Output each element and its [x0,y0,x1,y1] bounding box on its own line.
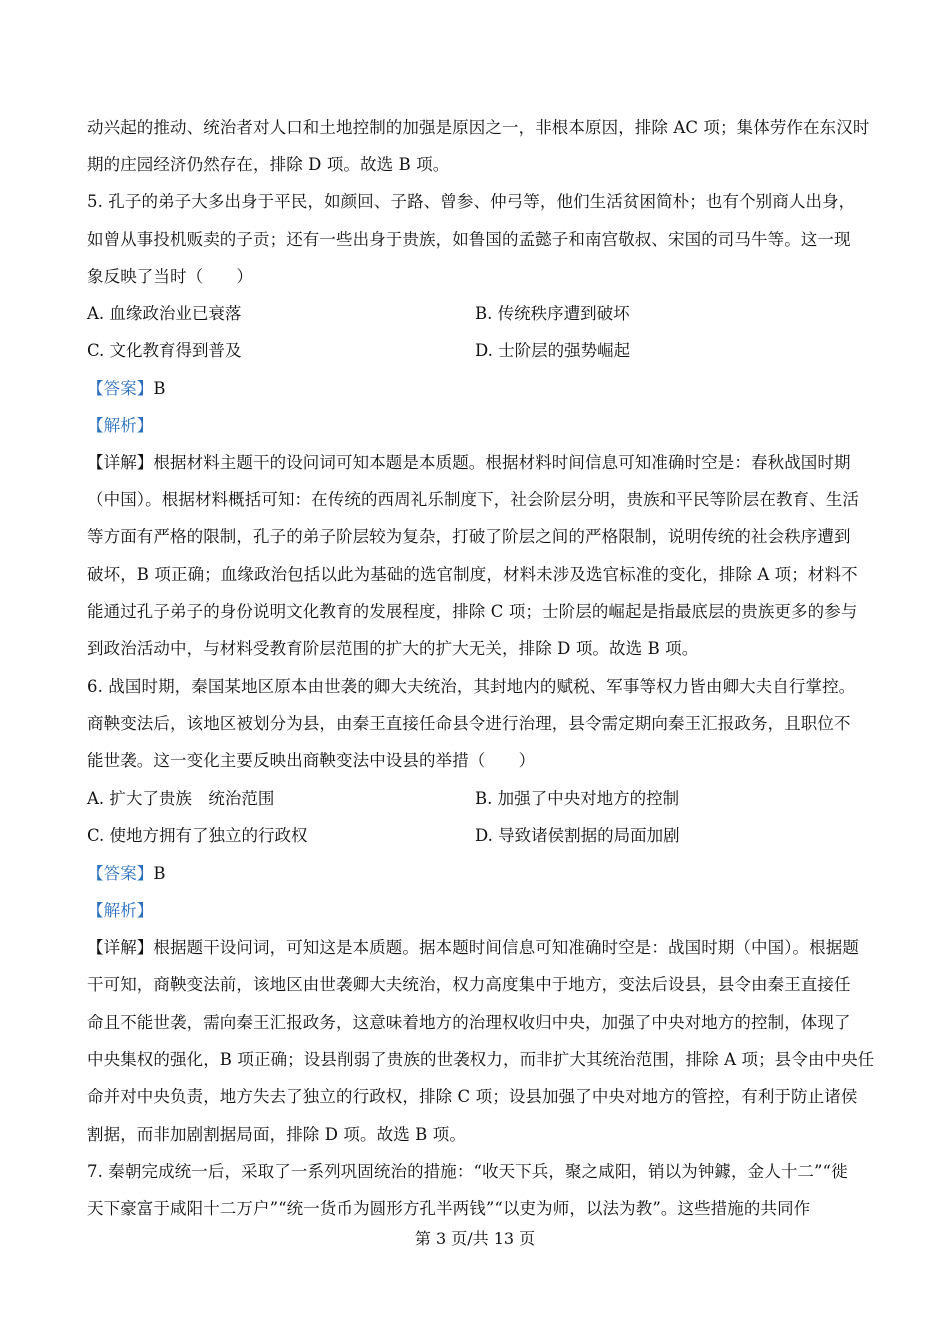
q6-analysis-row [87,899,867,923]
q6-detail-line-4: 中央集权的强化，B 项正确；设县削弱了贵族的世袭权力，而非扩大其统治范围，排除 A 项；县令由中央任 [87,1050,875,1069]
q5-option-b: B. 传统秩序遭到破坏 [475,304,630,323]
q6-detail-text-1: 根据题干设问词，可知这是本质题。据本题时间信息可知准确时空是：战国时期（中国）。根据题 [153,938,859,957]
q6-answer-row [87,862,867,886]
q6-detail-line-6: 割据，而非加剧割据局面，排除 D 项。故选 B 项。 [87,1125,466,1144]
q5-detail-line-2: （中国）。根据材料概括可知：在传统的西周礼乐制度下，社会阶层分明，贵族和平民等阶层在教育、生活 [87,490,859,509]
q5-detail-line-5: 能通过孔子弟子的身份说明文化教育的发展程度，排除 C 项；士阶层的崛起是指最底层的贵族更多的参与 [87,602,858,621]
q7-stem-line-2: 天下豪富于咸阳十二万户”“统一货币为圆形方孔半两钱”“以吏为师，以法为教”。这些措施的共同作 [87,1199,811,1218]
q5-stem-line-2: 如曾从事投机贩卖的子贡；还有一些出身于贵族，如鲁国的孟懿子和南宫敬叔、宋国的司马牛等。这一现 [87,230,851,249]
q5-detail-text-1: 根据材料主题干的设问词可知本题是本质题。根据材料时间信息可知准确时空是：春秋战国时期 [153,453,851,472]
q5-option-a: A. 血缘政治业已衰落 [87,304,242,323]
q5-option-d: D. 士阶层的强势崛起 [475,341,631,360]
q6-detail-line-1 [87,936,867,960]
q5-answer-tag: 【答案】 [87,379,154,398]
q6-analysis-tag: 【解析】 [87,901,154,920]
q5-answer-value: B [153,379,166,398]
q6-stem-line-1: 6. 战国时期，秦国某地区原本由世袭的卿大夫统治，其封地内的赋税、军事等权力皆由卿大夫自行掌控。 [87,677,856,696]
page-footer: 第 3 页/共 13 页 [414,1229,536,1248]
q6-option-c: C. 使地方拥有了独立的行政权 [87,826,308,845]
q6-detail-line-5: 命并对中央负责，地方失去了独立的行政权，排除 C 项；设县加强了中央对地方的管控，有利于防止诸侯 [87,1087,858,1106]
q5-detail-line-4: 破坏，B 项正确；血缘政治包括以此为基础的选官制度，材料未涉及选官标准的变化，排除 A 项；材料不 [87,565,858,584]
q6-detail-tag: 【详解】 [87,938,154,957]
q6-stem-line-3: 能世袭。这一变化主要反映出商鞅变法中设县的举措（ ） [87,751,536,770]
q5-option-c: C. 文化教育得到普及 [87,341,242,360]
q5-detail-line-6: 到政治活动中，与材料受教育阶层范围的扩大的扩大无关，排除 D 项。故选 B 项。 [87,639,699,658]
intro-line-1: 动兴起的推动、统治者对人口和土地控制的加强是原因之一，非根本原因，排除 AC 项；集体劳作在东汉时 [87,118,870,137]
q5-stem-line-1: 5. 孔子的弟子大多出身于平民，如颜回、子路、曾参、仲弓等，他们生活贫困简朴；也有个别商人出身， [87,192,856,211]
q6-option-b: B. 加强了中央对地方的控制 [475,789,680,808]
q6-stem-line-2: 商鞅变法后，该地区被划分为县，由秦王直接任命县令进行治理，县令需定期向秦王汇报政务，且职位不 [87,714,851,733]
q5-analysis-tag: 【解析】 [87,416,154,435]
q6-detail-line-2: 干可知，商鞅变法前，该地区由世袭卿大夫统治，权力高度集中于地方，变法后设县，县令由秦王直接任 [87,975,851,994]
q6-option-a: A. 扩大了贵族 统治范围 [87,789,275,808]
q5-analysis-row [87,414,867,438]
q6-answer-value: B [153,864,166,883]
q6-detail-line-3: 命且不能世袭，需向秦王汇报政务，这意味着地方的治理权收归中央，加强了中央对地方的控制，体现了 [87,1013,851,1032]
q7-stem-line-1: 7. 秦朝完成统一后，采取了一系列巩固统治的措施：“收天下兵，聚之咸阳，销以为钟鐻，金人十二”“徙 [87,1162,848,1181]
q5-answer-row [87,377,867,401]
q5-detail-line-1 [87,451,867,475]
q5-detail-tag: 【详解】 [87,453,154,472]
q6-option-d: D. 导致诸侯割据的局面加剧 [475,826,680,845]
q5-stem-line-3: 象反映了当时（ ） [87,267,253,286]
q6-answer-tag: 【答案】 [87,864,154,883]
intro-line-2: 期的庄园经济仍然存在，排除 D 项。故选 B 项。 [87,155,450,174]
q5-detail-line-3: 等方面有严格的限制，孔子的弟子阶层较为复杂，打破了阶层之间的严格限制，说明传统的社会秩序遭到 [87,527,851,546]
